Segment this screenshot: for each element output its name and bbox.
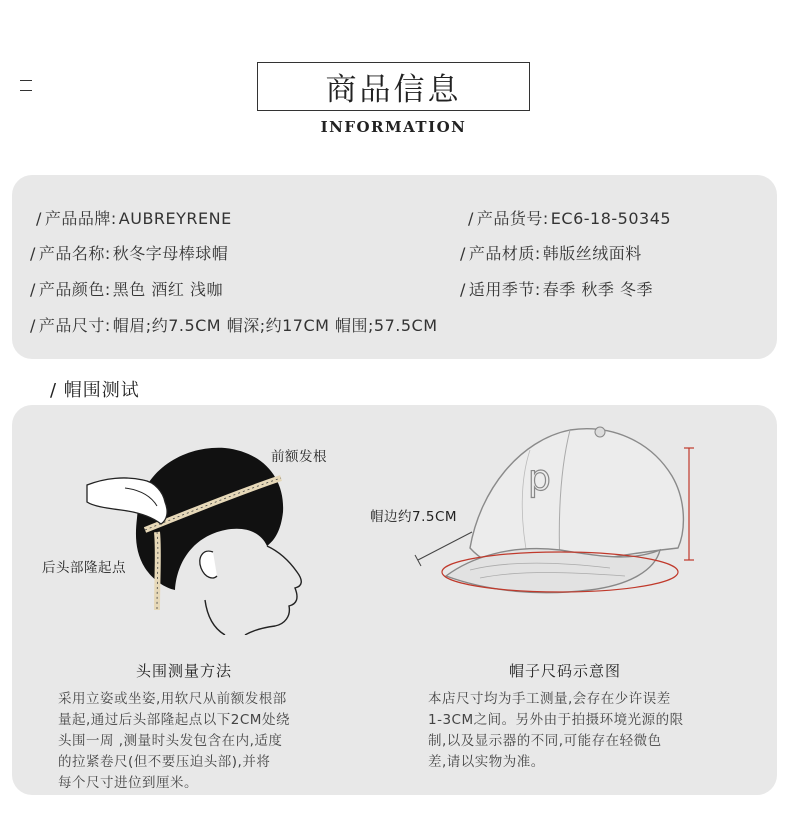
info-brand: / 产品品牌: AUBREYRENE — [36, 209, 232, 228]
label-front-hairline: 前额发根 — [271, 449, 327, 465]
info-name: / 产品名称: 秋冬字母棒球帽 — [30, 244, 229, 263]
cap-button — [595, 427, 605, 437]
info-size: / 产品尺寸: 帽眉;约7.5CM 帽深;约17CM 帽围;57.5CM — [30, 316, 438, 335]
cap-size-description: 本店尺寸均为手工测量,会存在少许误差 1-3CM之间。另外由于拍摄环境光源的限 制,以及显示器的不同,可能存在轻微色 差,请以实物为准。 — [428, 691, 684, 770]
head-measure-description: 采用立姿或坐姿,用软尺从前额发根部 量起,通过后头部隆起点以下2CM处绕 头围一周 ,测量时头发包含在内,适度 的拉紧卷尺(但不要压迫头部),并将 每个尺寸进位到厘米。 — [58, 691, 290, 791]
side-mark-icon — [20, 80, 32, 100]
brim-measure-line — [418, 532, 472, 560]
info-color: / 产品颜色: 黑色 酒红 浅咖 — [30, 280, 223, 299]
hand-shape — [87, 478, 167, 524]
ear-shape — [200, 551, 217, 578]
face-outline — [245, 546, 301, 635]
head-measure-caption: 头围测量方法 — [136, 662, 233, 680]
cap-crown — [470, 429, 683, 572]
info-sku: / 产品货号: EC6-18-50345 — [468, 209, 672, 228]
label-brim: 帽边约7.5CM — [370, 509, 458, 525]
cap-size-caption: 帽子尺码示意图 — [509, 662, 622, 680]
label-back-point: 后头部隆起点 — [42, 560, 126, 576]
info-season: / 适用季节: 春季 秋季 冬季 — [460, 280, 653, 299]
page-subtitle: INFORMATION — [320, 118, 467, 136]
neck-outline — [205, 600, 225, 635]
page-title: 商品信息 — [257, 62, 530, 111]
brim-measure-end — [415, 555, 421, 566]
head-measure-illustration — [85, 440, 315, 635]
info-material: / 产品材质: 韩版丝绒面料 — [460, 244, 642, 263]
section-title-hat-test: / 帽围测试 — [50, 380, 140, 401]
cap-logo-letter: p — [528, 458, 551, 499]
